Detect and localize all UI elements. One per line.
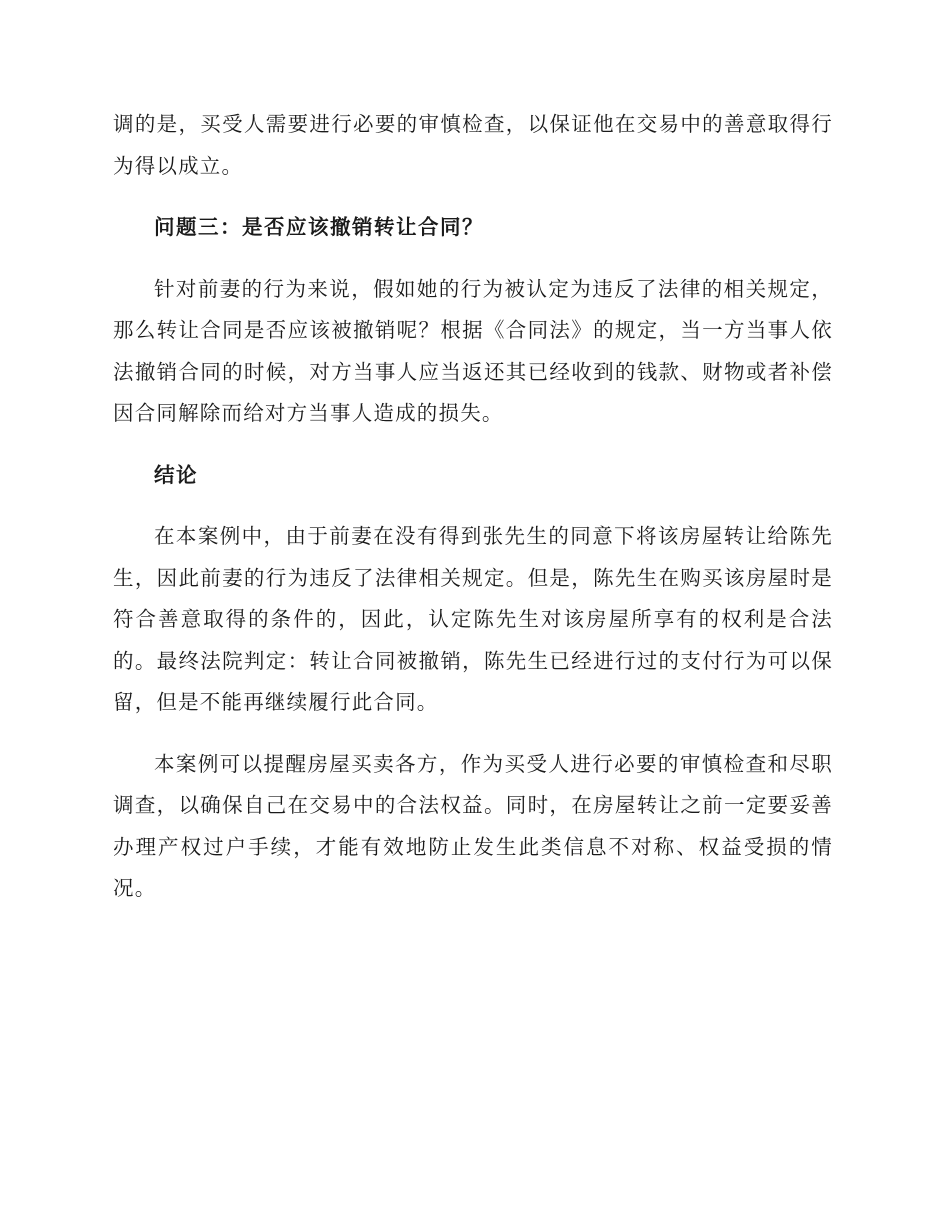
section-heading-question-three: 问题三：是否应该撤销转让合同？ <box>154 215 484 239</box>
section-heading-conclusion: 结论 <box>154 462 198 487</box>
paragraph-continued: 调的是，买受人需要进行必要的审慎检查，以保证他在交易中的善意取得行为得以成立。 <box>113 112 833 178</box>
paragraph-conclusion: 在本案例中，由于前妻在没有得到张先生的同意下将该房屋转让给陈先生，因此前妻的行为违反了法律相关规定。但是，陈先生在购买该房屋时是符合善意取得的条件的，因此，认定陈先生对该房屋所享有的权利是合法的。最终法院判定：转让合同被撤销，陈先生已经进行过的支付行为可以保留，但是不能再继续履行此合同。 <box>113 524 833 714</box>
paragraph-contract-revocation: 针对前妻的行为来说，假如她的行为被认定为违反了法律的相关规定，那么转让合同是否应该被撤销呢？根据《合同法》的规定，当一方当事人依法撤销合同的时候，对方当事人应当返还其已经收到的钱款、财物或者补偿因合同解除而给对方当事人造成的损失。 <box>113 276 833 425</box>
paragraph-advice: 本案例可以提醒房屋买卖各方，作为买受人进行必要的审慎检查和尽职调查，以确保自己在交易中的合法权益。同时，在房屋转让之前一定要妥善办理产权过户手续，才能有效地防止发生此类信息不对称、权益受损的情况。 <box>113 751 833 900</box>
document-body <box>113 104 833 930</box>
